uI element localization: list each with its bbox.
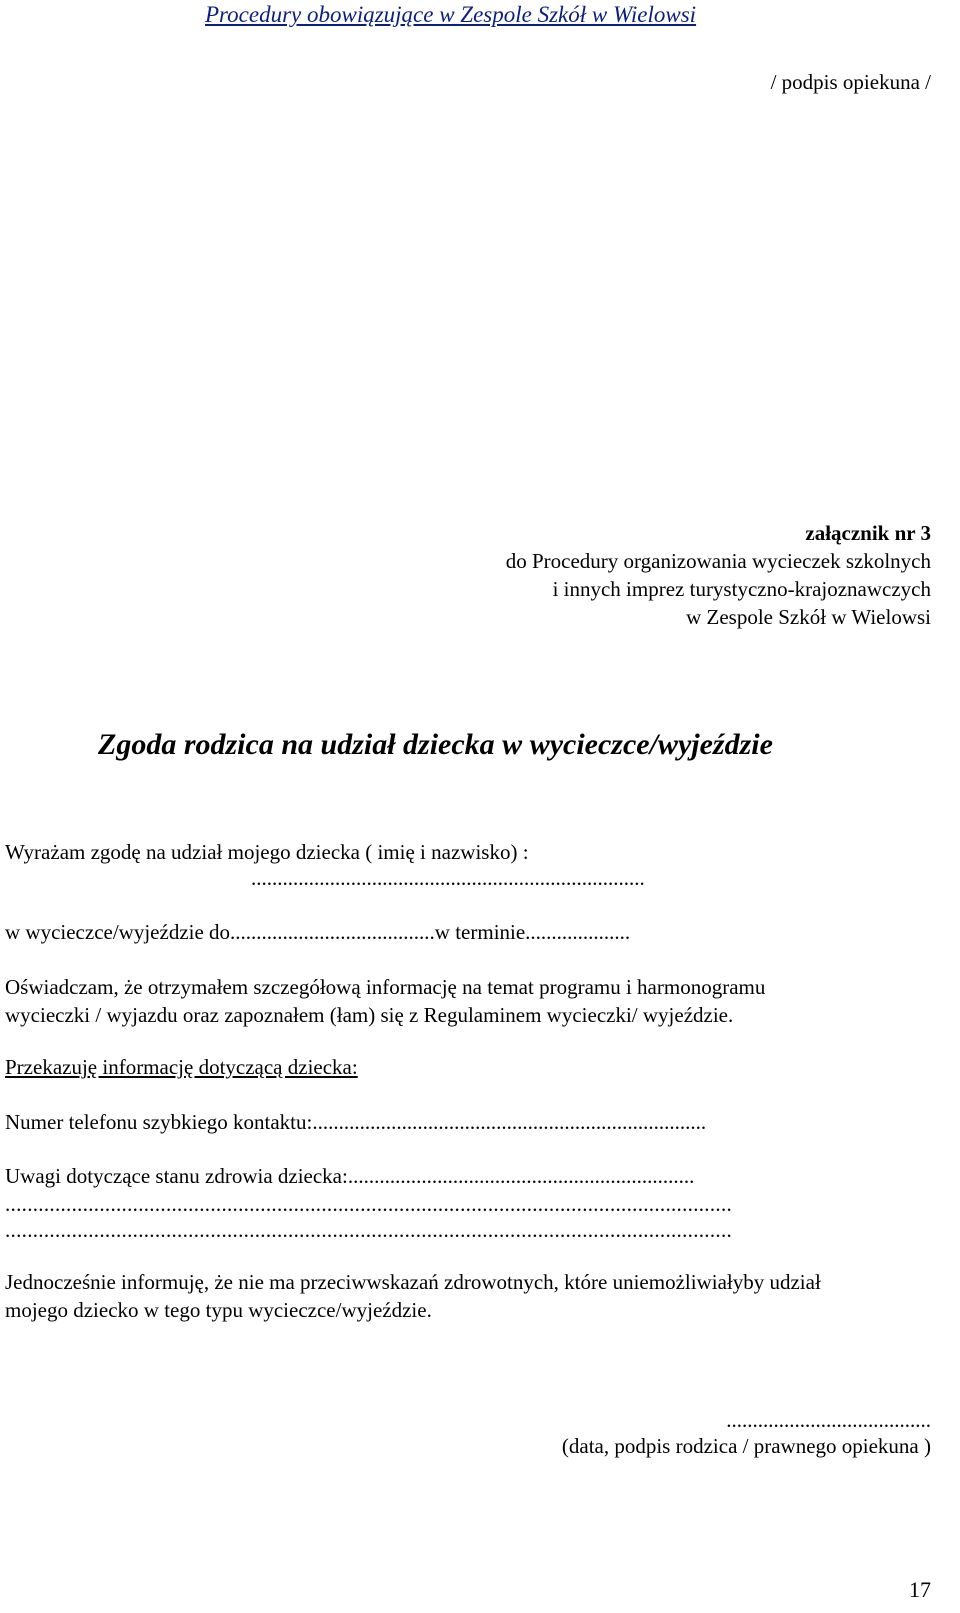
attachment-label: załącznik nr 3	[805, 521, 931, 545]
consent-line-1: Wyrażam zgodę na udział mojego dziecka ( imię i nazwisko) :	[5, 840, 529, 864]
signature-dots: .......................................	[726, 1408, 931, 1432]
statement-line-2: wycieczki / wyjazdu oraz zapoznałem (łam) się z Regulaminem wycieczki/ wyjeździe.	[5, 1003, 734, 1027]
info-heading: Przekazuję informację dotyczącą dziecka:	[5, 1055, 358, 1079]
health-notes-field: Uwagi dotyczące stanu zdrowia dziecka:..................................................................	[5, 1164, 695, 1188]
page-number: 17	[909, 1577, 931, 1602]
child-name-field: ...........................................................................	[251, 866, 645, 890]
guardian-signature-label: / podpis opiekuna /	[770, 70, 931, 94]
document-title: Zgoda rodzica na udział dziecka w wycieczce/wyjeździe	[98, 728, 773, 761]
trip-destination-line: w wycieczce/wyjeździe do.......................................w terminie....................	[5, 920, 631, 944]
document-header: Procedury obowiązujące w Zespole Szkół w Wielowsi	[205, 2, 697, 27]
contraindications-line-2: mojego dziecko w tego typu wycieczce/wyjeździe.	[5, 1298, 432, 1322]
attachment-line-2: i innych imprez turystyczno-krajoznawczych	[552, 577, 931, 601]
signature-label: (data, podpis rodzica / prawnego opiekuna )	[561, 1434, 931, 1458]
phone-field: Numer telefonu szybkiego kontaktu:...........................................................................	[5, 1110, 707, 1134]
contraindications-line-1: Jednocześnie informuję, że nie ma przeciwwskazań zdrowotnych, które uniemożliwiałyby udział	[5, 1270, 821, 1294]
attachment-line-3: w Zespole Szkół w Wielowsi	[686, 605, 931, 629]
health-notes-line-2: ...................................................................................................................................	[5, 1192, 733, 1216]
statement-line-1: Oświadczam, że otrzymałem szczegółową informację na temat programu i harmonogramu	[5, 975, 766, 999]
attachment-line-1: do Procedury organizowania wycieczek szkolnych	[505, 549, 931, 573]
health-notes-line-3: ...................................................................................................................................	[5, 1218, 733, 1242]
